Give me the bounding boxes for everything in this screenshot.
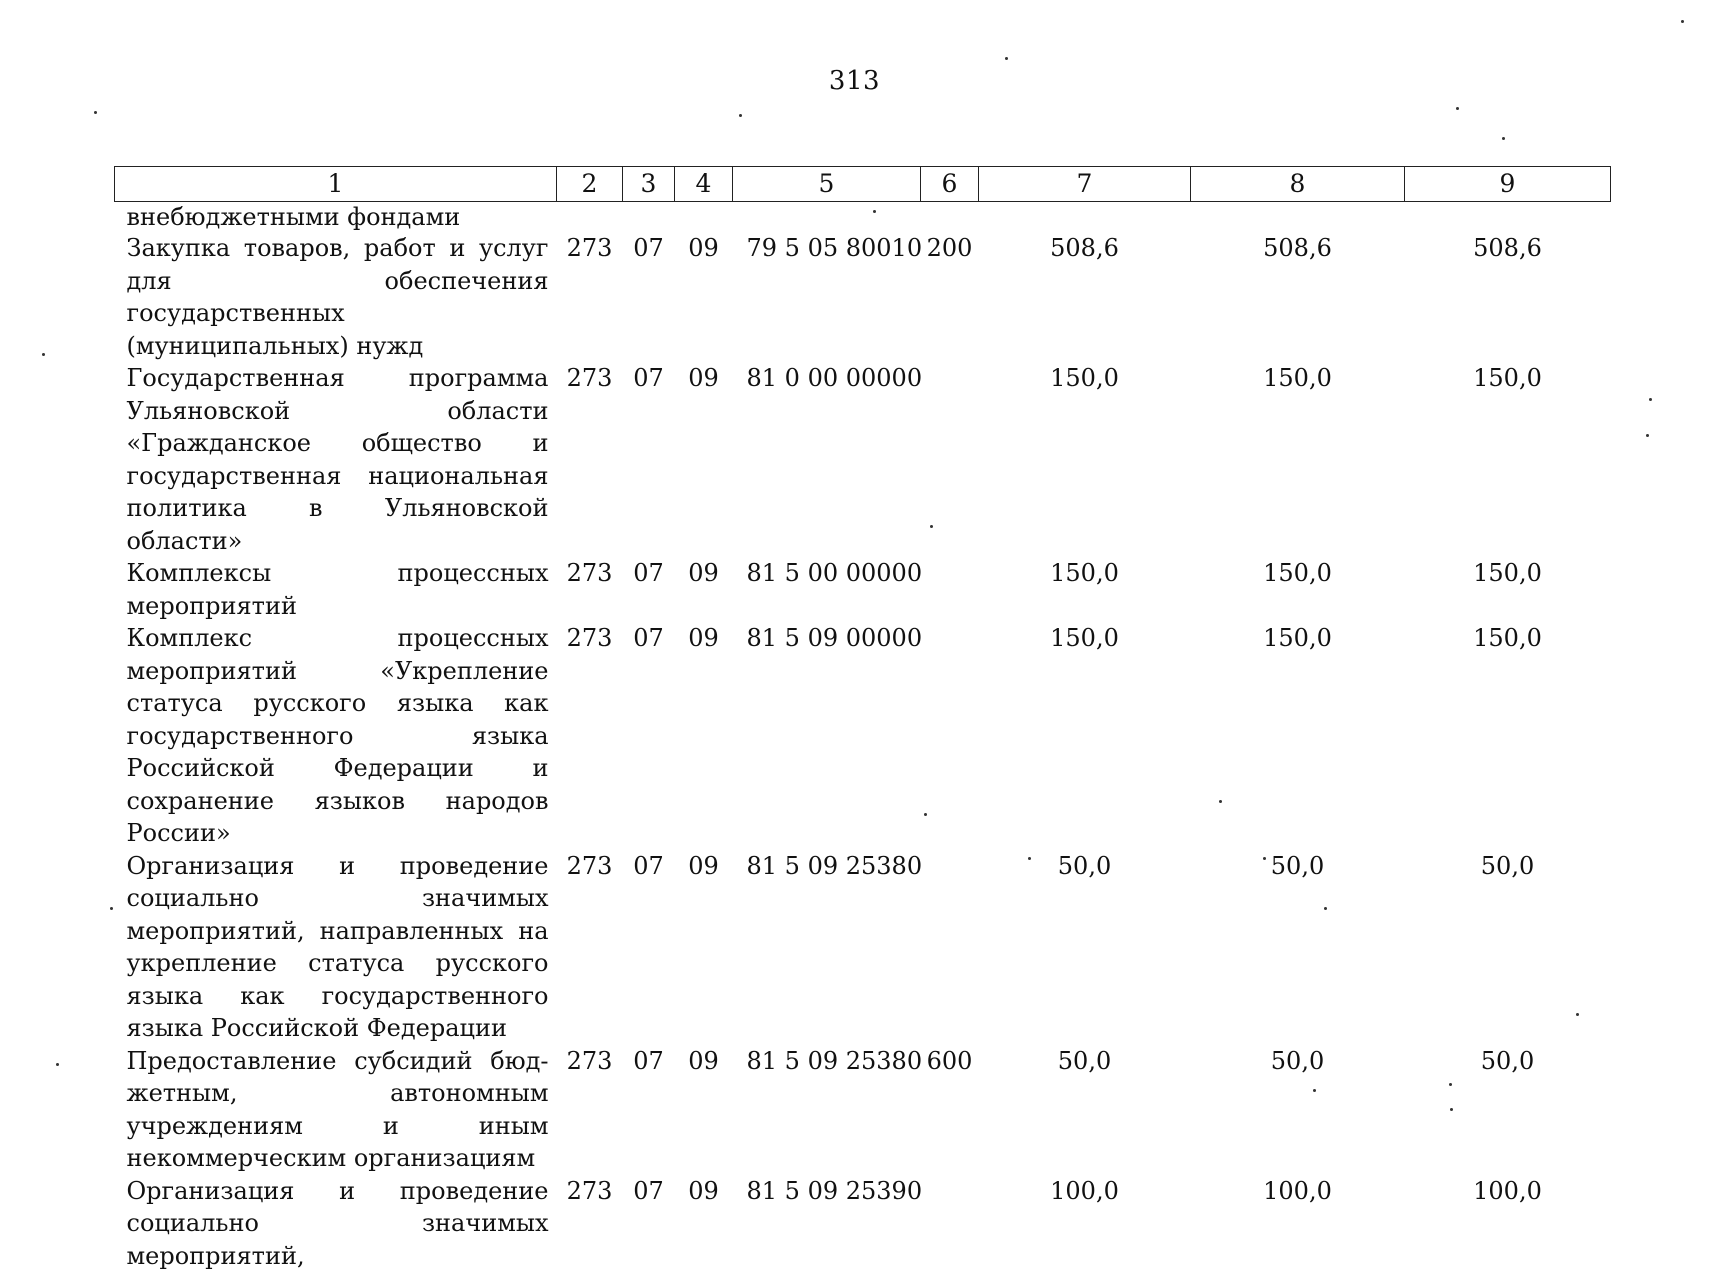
row-vr — [921, 557, 979, 622]
row-name: Организация и проведение социально значимых мероприятий, направленных на укрепление статуса русского языка как государственного языка Российской Федерации — [115, 850, 557, 1045]
row-vr — [921, 202, 979, 233]
scan-speck — [56, 1063, 59, 1066]
row-amount-7: 50,0 — [979, 1045, 1191, 1175]
row-admin — [557, 202, 623, 233]
row-vr — [921, 1175, 979, 1272]
table-header — [115, 167, 1611, 202]
row-section: 07 — [623, 557, 675, 622]
scan-speck — [1576, 1013, 1579, 1016]
row-amount-7: 150,0 — [979, 557, 1191, 622]
scan-speck — [1313, 1089, 1316, 1092]
row-amount-7: 50,0 — [979, 850, 1191, 1045]
row-amount-7: 150,0 — [979, 622, 1191, 850]
row-name: Государственная программа Ульяновской области «Гражданское общество и государственная национальная политика в Ульяновской области» — [115, 362, 557, 557]
header-row — [115, 167, 1611, 202]
scan-speck — [1324, 907, 1327, 910]
row-amount-8: 508,6 — [1191, 232, 1405, 362]
row-amount-9: 150,0 — [1405, 622, 1611, 850]
row-amount-9: 50,0 — [1405, 1045, 1611, 1175]
row-subsection — [675, 202, 733, 233]
row-csr: 81 5 09 25390 — [733, 1175, 921, 1272]
row-subsection: 09 — [675, 622, 733, 850]
row-subsection: 09 — [675, 557, 733, 622]
row-section: 07 — [623, 1045, 675, 1175]
row-amount-9: 150,0 — [1405, 557, 1611, 622]
row-csr: 81 5 00 00000 — [733, 557, 921, 622]
header-col-2: 2 — [557, 167, 623, 202]
row-name: внебюджетными фондами — [115, 202, 557, 233]
header-col-6: 6 — [921, 167, 979, 202]
row-name: Организация и проведение социально значимых мероприятий, — [115, 1175, 557, 1272]
row-admin: 273 — [557, 850, 623, 1045]
row-admin: 273 — [557, 362, 623, 557]
row-subsection: 09 — [675, 362, 733, 557]
row-vr: 600 — [921, 1045, 979, 1175]
table-row — [115, 622, 1611, 850]
row-csr: 81 0 00 00000 — [733, 362, 921, 557]
row-name: Предоставление субсидий бюджетным, автономным учреждениям и иным некоммерческим организациям — [115, 1045, 557, 1175]
row-name: Комплекс процессных мероприятий «Укрепление статуса русского языка как государственного языка Российской Федерации и сохранение языков народов России» — [115, 622, 557, 850]
header-col-8: 8 — [1191, 167, 1405, 202]
row-csr: 81 5 09 25380 — [733, 1045, 921, 1175]
row-amount-7: 150,0 — [979, 362, 1191, 557]
row-section — [623, 202, 675, 233]
row-amount-9: 150,0 — [1405, 362, 1611, 557]
header-col-9: 9 — [1405, 167, 1611, 202]
header-col-1: 1 — [115, 167, 557, 202]
scan-speck — [1449, 1083, 1452, 1086]
row-section: 07 — [623, 232, 675, 362]
row-section: 07 — [623, 1175, 675, 1272]
scan-speck — [1681, 20, 1684, 23]
row-amount-8: 50,0 — [1191, 850, 1405, 1045]
scan-speck — [1028, 857, 1031, 860]
row-name: Закупка товаров, работ и услуг для обеспечения государственных (муниципальных) нужд — [115, 232, 557, 362]
scan-speck — [1005, 57, 1008, 60]
row-amount-9: 508,6 — [1405, 232, 1611, 362]
row-subsection: 09 — [675, 232, 733, 362]
scan-speck — [1263, 857, 1266, 860]
header-col-3: 3 — [623, 167, 675, 202]
row-admin: 273 — [557, 622, 623, 850]
header-col-5: 5 — [733, 167, 921, 202]
row-subsection: 09 — [675, 1045, 733, 1175]
table-row — [115, 1045, 1611, 1175]
row-csr: 81 5 09 25380 — [733, 850, 921, 1045]
row-amount-9 — [1405, 202, 1611, 233]
scan-speck — [1502, 137, 1505, 140]
row-vr — [921, 622, 979, 850]
scan-speck — [94, 111, 97, 114]
row-csr: 81 5 09 00000 — [733, 622, 921, 850]
row-admin: 273 — [557, 1175, 623, 1272]
row-vr — [921, 850, 979, 1045]
page-number: 313 — [0, 66, 1709, 96]
row-amount-9: 50,0 — [1405, 850, 1611, 1045]
row-admin: 273 — [557, 557, 623, 622]
row-name: Комплексы процессных мероприятий — [115, 557, 557, 622]
scan-speck — [739, 114, 742, 117]
row-subsection: 09 — [675, 1175, 733, 1272]
row-amount-8: 50,0 — [1191, 1045, 1405, 1175]
row-amount-8: 150,0 — [1191, 362, 1405, 557]
table-row — [115, 362, 1611, 557]
table-body — [115, 202, 1611, 1272]
row-amount-7 — [979, 202, 1191, 233]
row-amount-7: 508,6 — [979, 232, 1191, 362]
scan-speck — [1456, 107, 1459, 110]
row-amount-8: 100,0 — [1191, 1175, 1405, 1272]
table-row — [115, 557, 1611, 622]
table-row — [115, 1175, 1611, 1272]
row-subsection: 09 — [675, 850, 733, 1045]
scan-speck — [930, 525, 933, 528]
row-section: 07 — [623, 622, 675, 850]
table-row — [115, 202, 1611, 233]
row-csr: 79 5 05 80010 — [733, 232, 921, 362]
row-amount-8: 150,0 — [1191, 557, 1405, 622]
row-section: 07 — [623, 362, 675, 557]
row-admin: 273 — [557, 1045, 623, 1175]
scan-speck — [42, 353, 45, 356]
table-row — [115, 850, 1611, 1045]
header-col-4: 4 — [675, 167, 733, 202]
scan-speck — [1646, 434, 1649, 437]
row-vr — [921, 362, 979, 557]
header-col-7: 7 — [979, 167, 1191, 202]
scan-speck — [924, 813, 927, 816]
row-amount-9: 100,0 — [1405, 1175, 1611, 1272]
row-section: 07 — [623, 850, 675, 1045]
scan-speck — [1450, 1108, 1453, 1111]
scan-speck — [1649, 398, 1652, 401]
table-row — [115, 232, 1611, 362]
scan-speck — [110, 907, 113, 910]
row-admin: 273 — [557, 232, 623, 362]
budget-table — [114, 166, 1611, 1272]
row-amount-8 — [1191, 202, 1405, 233]
row-amount-7: 100,0 — [979, 1175, 1191, 1272]
scan-speck — [873, 210, 876, 213]
row-amount-8: 150,0 — [1191, 622, 1405, 850]
scan-speck — [1219, 800, 1222, 803]
row-vr: 200 — [921, 232, 979, 362]
row-csr — [733, 202, 921, 233]
